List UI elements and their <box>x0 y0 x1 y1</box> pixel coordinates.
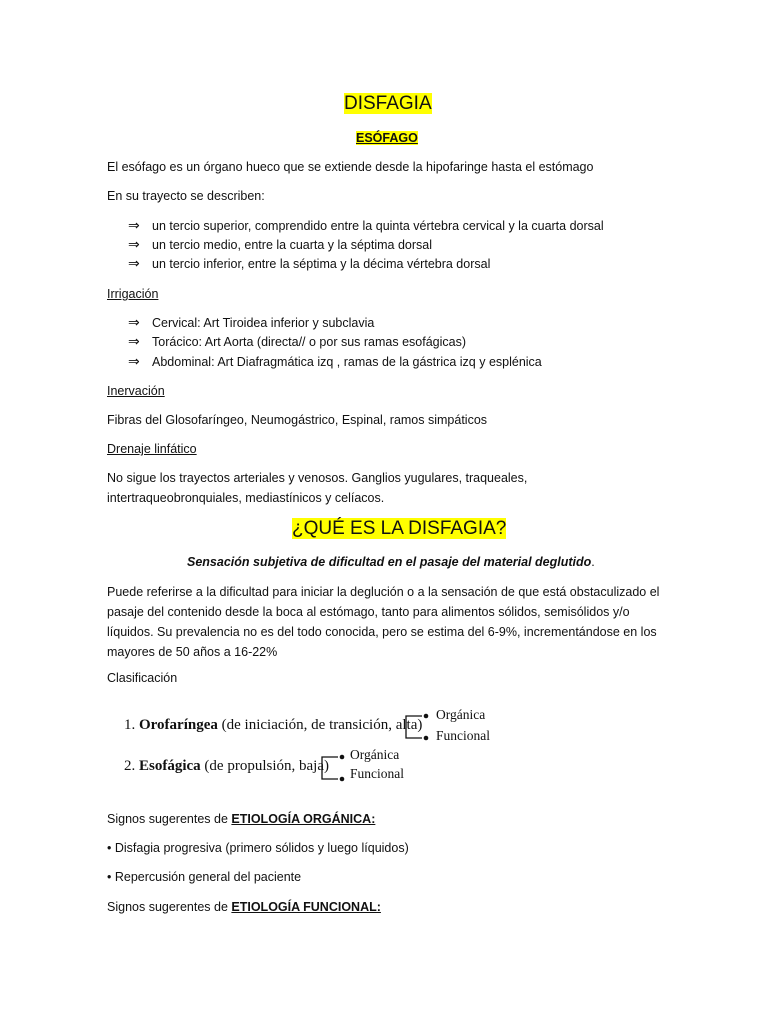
drenaje-heading: Drenaje linfático <box>107 442 197 456</box>
arrow-right-icon: ⇒ <box>128 334 140 350</box>
irrigacion-heading: Irrigación <box>107 287 159 301</box>
section-subtitle: ESÓFAGO <box>356 131 418 145</box>
arrow-right-icon: ⇒ <box>128 354 140 370</box>
funcional-heading: Signos sugerentes de ETIOLOGÍA FUNCIONAL: <box>107 900 381 914</box>
bracket-icon <box>318 755 348 783</box>
list-item: Torácico: Art Aorta (directa// o por sus ramas esofágicas) <box>152 335 467 349</box>
intro-text: El esófago es un órgano hueco que se extiende desde la hipofaringe hasta el estómago <box>107 160 594 174</box>
inervacion-heading: Inervación <box>107 384 165 398</box>
list-item: Cervical: Art Tiroidea inferior y subclavia <box>152 316 375 330</box>
trayecto-label: En su trayecto se describen: <box>107 189 265 203</box>
classification-row: 1. Orofaríngea (de iniciación, de transición, alta) <box>124 717 423 733</box>
classification-row: 2. Esofágica (de propulsión, baja) <box>124 758 329 774</box>
clasificacion-heading: Clasificación <box>107 671 178 685</box>
list-item: un tercio superior, comprendido entre la quinta vértebra cervical y la cuarta dorsal <box>152 219 604 233</box>
option-organica: Orgánica <box>436 707 486 722</box>
arrow-right-icon: ⇒ <box>128 237 140 253</box>
list-item: Abdominal: Art Diafragmática izq , ramas de la gástrica izq y esplénica <box>152 355 542 369</box>
definition-text: Sensación subjetiva de dificultad en el pasaje del material deglutido. <box>187 555 595 569</box>
arrow-right-icon: ⇒ <box>128 256 140 272</box>
option-funcional: Funcional <box>436 728 490 743</box>
page-title: DISFAGIA <box>344 93 432 114</box>
list-item: un tercio inferior, entre la séptima y la décima vértebra dorsal <box>152 257 491 271</box>
section-heading: ¿QUÉ ES LA DISFAGIA? <box>292 518 507 539</box>
arrow-right-icon: ⇒ <box>128 315 140 331</box>
list-item: un tercio medio, entre la cuarta y la séptima dorsal <box>152 238 432 252</box>
inervacion-text: Fibras del Glosofaríngeo, Neumogástrico, Espinal, ramos simpáticos <box>107 413 488 427</box>
drenaje-text: No sigue los trayectos arteriales y venosos. Ganglios yugulares, traqueales, intertraqueobronquiales, mediastínicos y celíacos. <box>107 471 528 505</box>
list-item: • Repercusión general del paciente <box>107 870 302 884</box>
organica-heading: Signos sugerentes de ETIOLOGÍA ORGÁNICA: <box>107 812 376 826</box>
option-organica: Orgánica <box>350 747 400 762</box>
option-funcional: Funcional <box>350 766 404 781</box>
arrow-right-icon: ⇒ <box>128 218 140 234</box>
description-paragraph: Puede referirse a la dificultad para iniciar la deglución o a la sensación de que está obstaculizado el pasaje del contenido desde la boca al estómago, tanto para alimentos sólidos, semisólidos y/o líquidos. Su prevalencia no es del todo conocida, pero se estima del 6-9%, incrementándose en los mayores de 50 años a 16-22% <box>107 585 660 659</box>
bracket-icon <box>402 714 432 742</box>
list-item: • Disfagia progresiva (primero sólidos y luego líquidos) <box>107 841 409 855</box>
